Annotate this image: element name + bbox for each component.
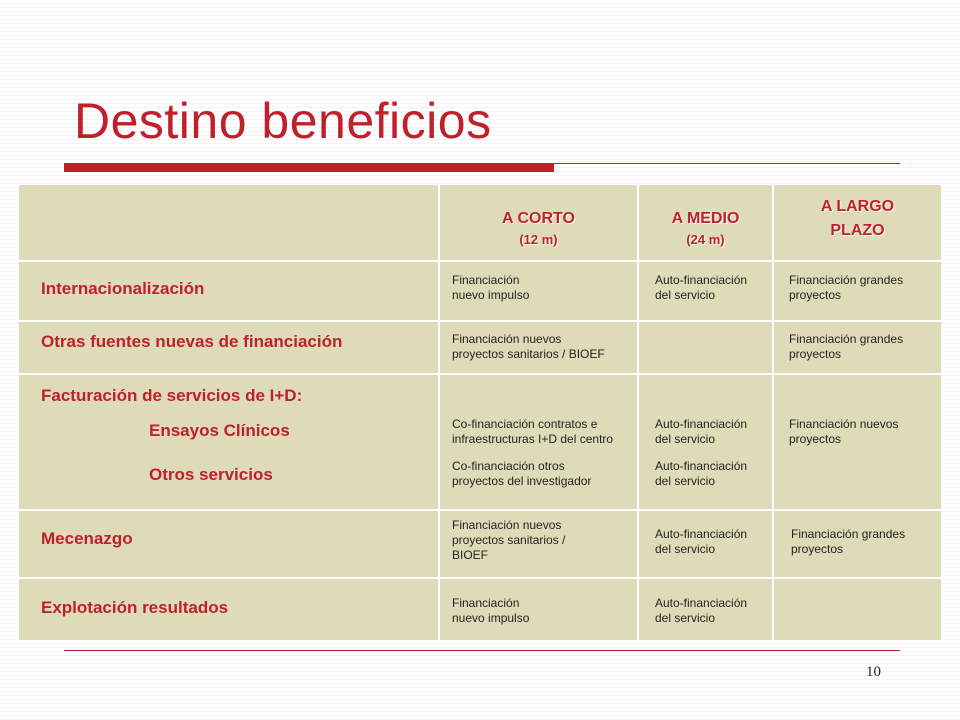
row-2-medio-cell xyxy=(639,322,772,373)
row-5-medio-cell xyxy=(639,579,772,640)
row-1-largo-cell xyxy=(774,262,941,320)
cell-line: Co-financiación otros xyxy=(452,459,565,473)
cell-text xyxy=(789,417,898,447)
page-number: 10 xyxy=(866,664,881,680)
row-2-largo-cell xyxy=(774,322,941,373)
header-empty-cell xyxy=(19,185,438,260)
row-4-largo-cell xyxy=(774,511,941,577)
row-facturacion-label-cell xyxy=(19,375,438,509)
header-largo-label-1: A LARGO xyxy=(820,198,895,215)
row-4-corto-cell xyxy=(440,511,637,577)
cell-text xyxy=(791,527,905,557)
cell-line: Financiación grandes xyxy=(791,527,906,541)
cell-line: Auto-financiación xyxy=(655,596,748,610)
cell-text xyxy=(452,518,565,563)
row-5-largo-cell xyxy=(774,579,941,640)
cell-line: proyectos xyxy=(789,432,842,446)
cell-line: del servicio xyxy=(655,542,716,556)
row-internacionalizacion-label-cell xyxy=(19,262,438,320)
cell-text xyxy=(655,596,747,626)
row-2-corto-cell xyxy=(440,322,637,373)
row-label: Internacionalización xyxy=(41,279,205,298)
header-corto-cell xyxy=(440,185,637,260)
row-label: Facturación de servicios de I+D: xyxy=(41,386,303,405)
cell-line: proyectos xyxy=(789,347,842,361)
row-1-corto-cell xyxy=(440,262,637,320)
cell-text xyxy=(655,417,747,447)
row-3-largo-cell xyxy=(774,375,941,509)
cell-line: Financiación nuevos xyxy=(452,518,562,532)
cell-line: del servicio xyxy=(655,611,716,625)
cell-line: Financiación grandes xyxy=(789,332,904,346)
cell-text xyxy=(452,332,605,362)
cell-line: proyectos sanitarios / xyxy=(452,533,566,547)
cell-text xyxy=(655,273,747,303)
row-otras-fuentes-label-cell xyxy=(19,322,438,373)
header-medio-cell xyxy=(639,185,772,260)
cell-line: proyectos xyxy=(789,288,842,302)
cell-line: Financiación xyxy=(452,273,520,287)
cell-line: Auto-financiación xyxy=(655,459,748,473)
footer-line xyxy=(64,650,900,651)
cell-line: del servicio xyxy=(655,474,716,488)
cell-line: BIOEF xyxy=(452,548,489,562)
cell-line: proyectos xyxy=(791,542,844,556)
cell-line: Auto-financiación xyxy=(655,527,748,541)
cell-text xyxy=(452,273,529,303)
cell-text xyxy=(655,459,747,489)
header-largo-cell xyxy=(774,185,941,260)
cell-line: Financiación xyxy=(452,596,520,610)
header-medio-label: A MEDIO xyxy=(671,210,740,227)
row-mecenazgo-label-cell xyxy=(19,511,438,577)
row-1-medio-cell xyxy=(639,262,772,320)
cell-text xyxy=(452,459,591,489)
row-3-medio-cell xyxy=(639,375,772,509)
cell-line: infraestructuras I+D del centro xyxy=(452,432,614,446)
cell-line: nuevo impulso xyxy=(452,288,530,302)
cell-text xyxy=(789,332,903,362)
header-medio-sub: (24 m) xyxy=(686,232,725,247)
row-4-medio-cell xyxy=(639,511,772,577)
row-label: Otras fuentes nuevas de financiación xyxy=(41,332,343,351)
cell-line: Co-financiación contratos e xyxy=(452,417,598,431)
title-underline xyxy=(64,163,554,172)
cell-line: nuevo impulso xyxy=(452,611,530,625)
cell-line: proyectos sanitarios / BIOEF xyxy=(452,347,605,361)
header-largo-label-2: PLAZO xyxy=(830,222,885,239)
cell-line: del servicio xyxy=(655,432,716,446)
header-corto-label: A CORTO xyxy=(502,210,575,227)
cell-line: del servicio xyxy=(655,288,716,302)
cell-line: Financiación nuevos xyxy=(789,417,899,431)
cell-text xyxy=(452,417,613,447)
cell-text xyxy=(655,527,747,557)
benefits-table xyxy=(19,185,941,640)
row-label: Explotación resultados xyxy=(41,598,229,617)
cell-line: Financiación grandes xyxy=(789,273,904,287)
row-label: Mecenazgo xyxy=(41,529,133,548)
slide-title: Destino beneficios xyxy=(74,93,492,149)
row-sublabel-otros: Otros servicios xyxy=(149,465,273,484)
cell-line: Financiación nuevos xyxy=(452,332,562,346)
cell-text xyxy=(789,273,903,303)
header-corto-sub: (12 m) xyxy=(519,232,558,247)
cell-line: Auto-financiación xyxy=(655,417,748,431)
row-3-corto-cell xyxy=(440,375,637,509)
cell-line: proyectos del investigador xyxy=(452,474,592,488)
title-underline-thin xyxy=(554,163,900,164)
row-sublabel-ensayos: Ensayos Clínicos xyxy=(149,421,290,440)
row-5-corto-cell xyxy=(440,579,637,640)
cell-text xyxy=(452,596,529,626)
cell-line: Auto-financiación xyxy=(655,273,748,287)
row-explotacion-label-cell xyxy=(19,579,438,640)
